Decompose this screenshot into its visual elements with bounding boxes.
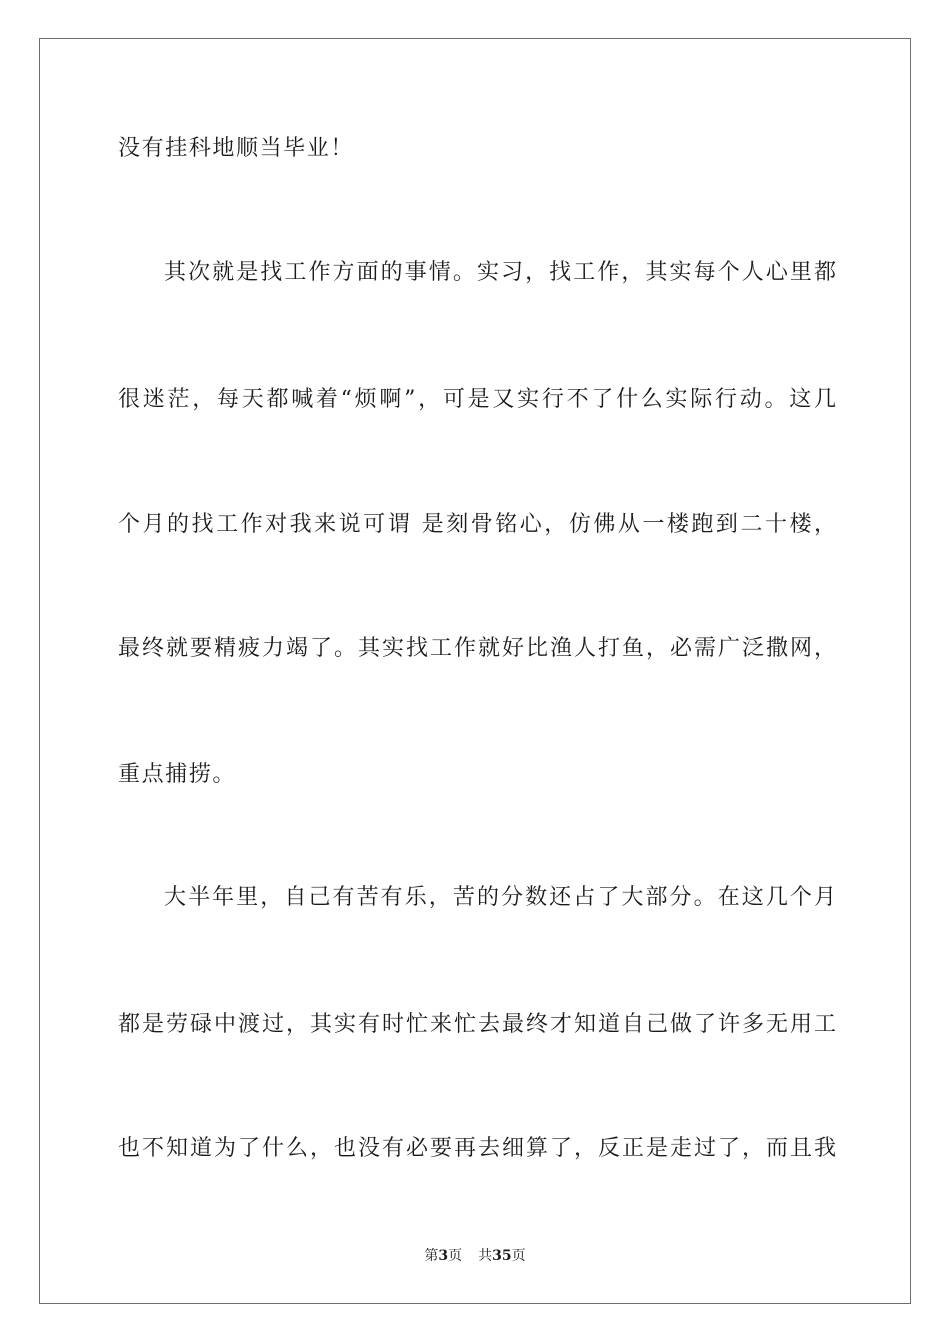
page-prefix: 第 <box>424 1248 439 1264</box>
page-footer <box>0 1246 950 1266</box>
text-line-5: 最终就要精疲力竭了。其实找工作就好比渔人打鱼，必需广泛撒网， <box>118 636 836 661</box>
text-line-2: 其次就是找工作方面的事情。实习，找工作，其实每个人心里都 <box>164 260 836 285</box>
text-line-9: 也不知道为了什么，也没有必要再去细算了，反正是走过了，而且我 <box>118 1136 836 1161</box>
page-border <box>39 38 911 1304</box>
text-line-4: 个月的找工作对我来说可谓 是刻骨铭心，仿佛从一楼跑到二十楼， <box>118 512 836 537</box>
total-suffix: 页 <box>511 1248 526 1264</box>
total-prefix: 共 <box>478 1248 493 1264</box>
text-line-7: 大半年里，自己有苦有乐，苦的分数还占了大部分。在这几个月 <box>164 885 836 910</box>
text-line-1: 没有挂科地顺当毕业！ <box>118 136 355 161</box>
text-line-6: 重点捕捞。 <box>118 762 237 787</box>
text-line-8: 都是劳碌中渡过，其实有时忙来忙去最终才知道自己做了许多无用工 <box>118 1012 836 1037</box>
text-line-3: 很迷茫，每天都喊着“烦啊”，可是又实行不了什么实际行动。这几 <box>118 387 836 412</box>
total-pages: 35 <box>492 1248 512 1264</box>
page-suffix: 页 <box>448 1248 463 1264</box>
page-number: 3 <box>438 1248 449 1264</box>
